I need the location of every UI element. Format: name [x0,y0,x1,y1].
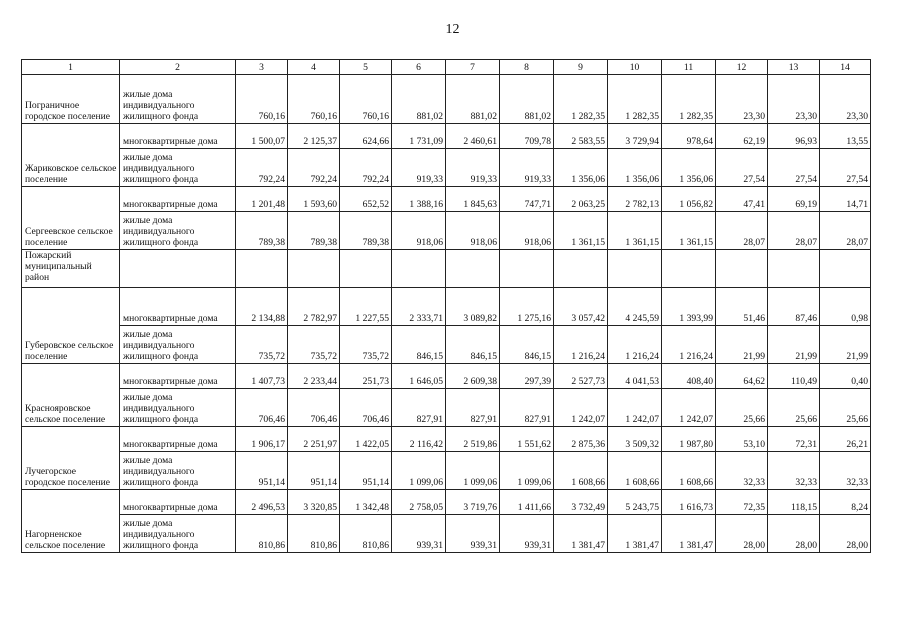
municipality-cell: Краснояровское сельское поселение [22,364,120,427]
housing-type-cell: многоквартирные дома [120,124,236,149]
value-cell: 25,66 [768,389,820,427]
column-header: 10 [608,60,662,75]
municipality-cell: Лучегорское городское поселение [22,427,120,490]
table-row [22,250,871,288]
value-cell: 2 134,88 [236,288,288,326]
value-cell: 2 782,13 [608,187,662,212]
value-cell [500,250,554,288]
value-cell: 1 987,80 [662,427,716,452]
value-cell: 792,24 [340,149,392,187]
value-cell: 3 057,42 [554,288,608,326]
page-number: 12 [445,22,460,37]
value-cell: 1 608,66 [608,452,662,490]
value-cell: 792,24 [236,149,288,187]
value-cell: 1 356,06 [554,149,608,187]
value-cell: 652,52 [340,187,392,212]
value-cell: 2 609,38 [446,364,500,389]
value-cell: 1 608,66 [554,452,608,490]
value-cell: 1 393,99 [662,288,716,326]
value-cell: 951,14 [340,452,392,490]
column-header: 6 [392,60,446,75]
column-header: 8 [500,60,554,75]
value-cell: 408,40 [662,364,716,389]
value-cell: 1 342,48 [340,490,392,515]
value-cell: 2 496,53 [236,490,288,515]
housing-type-cell: жилые дома индивидуального жилищного фонда [120,75,236,124]
value-cell: 1 500,07 [236,124,288,149]
housing-type-cell: многоквартирные дома [120,187,236,212]
value-cell: 1 361,15 [608,212,662,250]
value-cell: 1 282,35 [662,75,716,124]
value-cell: 810,86 [236,515,288,553]
table-row [22,212,871,250]
value-cell: 1 242,07 [662,389,716,427]
value-cell: 1 388,16 [392,187,446,212]
value-cell: 53,10 [716,427,768,452]
value-cell: 1 282,35 [608,75,662,124]
value-cell: 1 422,05 [340,427,392,452]
value-cell: 1 216,24 [608,326,662,364]
tariff-table [21,59,871,553]
value-cell: 792,24 [288,149,340,187]
value-cell: 919,33 [392,149,446,187]
value-cell: 3 732,49 [554,490,608,515]
value-cell: 21,99 [716,326,768,364]
column-number-row [22,60,871,75]
value-cell: 25,66 [716,389,768,427]
value-cell: 2 333,71 [392,288,446,326]
value-cell: 28,07 [768,212,820,250]
column-header: 2 [120,60,236,75]
municipality-cell: Губеровское сельское поселение [22,288,120,364]
value-cell: 21,99 [768,326,820,364]
value-cell: 2 063,25 [554,187,608,212]
value-cell: 28,00 [820,515,871,553]
value-cell: 23,30 [820,75,871,124]
municipality-cell: Пожарский муниципальный район [22,250,120,288]
value-cell: 789,38 [288,212,340,250]
value-cell: 251,73 [340,364,392,389]
value-cell: 827,91 [500,389,554,427]
value-cell: 810,86 [288,515,340,553]
table-row [22,389,871,427]
value-cell: 32,33 [768,452,820,490]
housing-type-cell [120,250,236,288]
value-cell: 27,54 [768,149,820,187]
housing-type-cell: жилые дома индивидуального жилищного фонда [120,326,236,364]
value-cell: 64,62 [716,364,768,389]
table-row [22,326,871,364]
table-row [22,452,871,490]
table-row [22,515,871,553]
value-cell: 72,31 [768,427,820,452]
value-cell: 5 243,75 [608,490,662,515]
municipality-cell: Нагорненское сельское поселение [22,490,120,553]
value-cell: 2 233,44 [288,364,340,389]
value-cell: 4 245,59 [608,288,662,326]
table-row [22,124,871,149]
column-header: 7 [446,60,500,75]
value-cell: 939,31 [500,515,554,553]
housing-type-cell: многоквартирные дома [120,364,236,389]
municipality-cell: Жариковское сельское поселение [22,124,120,187]
value-cell: 747,71 [500,187,554,212]
value-cell: 1 216,24 [662,326,716,364]
value-cell: 72,35 [716,490,768,515]
value-cell: 881,02 [500,75,554,124]
housing-type-cell: многоквартирные дома [120,288,236,326]
value-cell: 1 411,66 [500,490,554,515]
column-header: 13 [768,60,820,75]
housing-type-cell: многоквартирные дома [120,490,236,515]
value-cell: 1 381,47 [662,515,716,553]
value-cell: 789,38 [236,212,288,250]
table-row [22,149,871,187]
value-cell [608,250,662,288]
value-cell: 2 583,55 [554,124,608,149]
value-cell: 709,78 [500,124,554,149]
value-cell: 1 593,60 [288,187,340,212]
value-cell [768,250,820,288]
value-cell: 1 731,09 [392,124,446,149]
value-cell: 1 361,15 [662,212,716,250]
table-body [22,75,871,553]
value-cell: 2 527,73 [554,364,608,389]
value-cell: 3 719,76 [446,490,500,515]
value-cell: 13,55 [820,124,871,149]
table-row [22,490,871,515]
value-cell: 827,91 [446,389,500,427]
value-cell: 706,46 [288,389,340,427]
value-cell: 1 275,16 [500,288,554,326]
municipality-cell: Сергеевское сельское поселение [22,187,120,250]
value-cell: 760,16 [340,75,392,124]
value-cell: 624,66 [340,124,392,149]
value-cell: 118,15 [768,490,820,515]
value-cell: 1 646,05 [392,364,446,389]
value-cell: 1 381,47 [554,515,608,553]
table-row [22,187,871,212]
value-cell: 1 099,06 [446,452,500,490]
value-cell: 919,33 [500,149,554,187]
value-cell: 918,06 [446,212,500,250]
value-cell: 2 519,86 [446,427,500,452]
value-cell: 706,46 [340,389,392,427]
value-cell: 1 056,82 [662,187,716,212]
value-cell [446,250,500,288]
value-cell: 939,31 [446,515,500,553]
value-cell: 1 616,73 [662,490,716,515]
value-cell: 1 381,47 [608,515,662,553]
value-cell: 1 608,66 [662,452,716,490]
value-cell: 27,54 [716,149,768,187]
value-cell: 846,15 [446,326,500,364]
column-header: 12 [716,60,768,75]
value-cell: 1 551,62 [500,427,554,452]
value-cell: 2 875,36 [554,427,608,452]
housing-type-cell: жилые дома индивидуального жилищного фонда [120,452,236,490]
value-cell: 2 116,42 [392,427,446,452]
value-cell: 810,86 [340,515,392,553]
value-cell [392,250,446,288]
value-cell: 0,40 [820,364,871,389]
value-cell: 1 242,07 [608,389,662,427]
value-cell [716,250,768,288]
column-header: 1 [22,60,120,75]
value-cell: 28,07 [716,212,768,250]
value-cell: 3 729,94 [608,124,662,149]
value-cell: 881,02 [392,75,446,124]
value-cell: 69,19 [768,187,820,212]
value-cell: 2 782,97 [288,288,340,326]
value-cell: 2 758,05 [392,490,446,515]
value-cell: 28,00 [768,515,820,553]
housing-type-cell: жилые дома индивидуального жилищного фонда [120,149,236,187]
value-cell: 110,49 [768,364,820,389]
value-cell: 26,21 [820,427,871,452]
value-cell: 1 201,48 [236,187,288,212]
value-cell: 735,72 [288,326,340,364]
value-cell: 8,24 [820,490,871,515]
column-header: 4 [288,60,340,75]
value-cell: 1 361,15 [554,212,608,250]
value-cell: 1 227,55 [340,288,392,326]
value-cell: 32,33 [820,452,871,490]
table-row [22,364,871,389]
value-cell: 978,64 [662,124,716,149]
value-cell: 1 356,06 [662,149,716,187]
value-cell: 23,30 [768,75,820,124]
housing-type-cell: жилые дома индивидуального жилищного фонда [120,515,236,553]
value-cell: 0,98 [820,288,871,326]
value-cell: 846,15 [392,326,446,364]
table-row [22,288,871,326]
housing-type-cell: жилые дома индивидуального жилищного фонда [120,212,236,250]
value-cell: 919,33 [446,149,500,187]
column-header: 5 [340,60,392,75]
municipality-cell: Пограничное городское поселение [22,75,120,124]
housing-type-cell: жилые дома индивидуального жилищного фонда [120,389,236,427]
value-cell: 1 282,35 [554,75,608,124]
column-header: 3 [236,60,288,75]
value-cell: 881,02 [446,75,500,124]
value-cell: 939,31 [392,515,446,553]
value-cell: 1 906,17 [236,427,288,452]
value-cell: 62,19 [716,124,768,149]
value-cell: 918,06 [500,212,554,250]
value-cell: 28,00 [716,515,768,553]
value-cell: 760,16 [236,75,288,124]
value-cell [236,250,288,288]
value-cell: 27,54 [820,149,871,187]
value-cell: 21,99 [820,326,871,364]
table-row [22,427,871,452]
value-cell: 760,16 [288,75,340,124]
table-row [22,75,871,124]
value-cell [288,250,340,288]
value-cell: 1 099,06 [500,452,554,490]
value-cell: 789,38 [340,212,392,250]
value-cell: 2 251,97 [288,427,340,452]
value-cell: 1 845,63 [446,187,500,212]
value-cell: 1 242,07 [554,389,608,427]
value-cell [340,250,392,288]
value-cell: 297,39 [500,364,554,389]
value-cell: 3 320,85 [288,490,340,515]
value-cell: 2 125,37 [288,124,340,149]
value-cell: 23,30 [716,75,768,124]
value-cell: 1 356,06 [608,149,662,187]
value-cell: 51,46 [716,288,768,326]
value-cell: 951,14 [288,452,340,490]
value-cell: 1 407,73 [236,364,288,389]
value-cell: 28,07 [820,212,871,250]
value-cell: 14,71 [820,187,871,212]
value-cell: 735,72 [236,326,288,364]
value-cell [820,250,871,288]
value-cell: 25,66 [820,389,871,427]
value-cell: 96,93 [768,124,820,149]
value-cell: 2 460,61 [446,124,500,149]
value-cell: 3 509,32 [608,427,662,452]
value-cell [662,250,716,288]
value-cell: 827,91 [392,389,446,427]
value-cell: 4 041,53 [608,364,662,389]
value-cell: 1 216,24 [554,326,608,364]
value-cell [554,250,608,288]
value-cell: 706,46 [236,389,288,427]
value-cell: 32,33 [716,452,768,490]
value-cell: 1 099,06 [392,452,446,490]
value-cell: 87,46 [768,288,820,326]
housing-type-cell: многоквартирные дома [120,427,236,452]
column-header: 14 [820,60,871,75]
value-cell: 918,06 [392,212,446,250]
value-cell: 735,72 [340,326,392,364]
value-cell: 47,41 [716,187,768,212]
value-cell: 846,15 [500,326,554,364]
value-cell: 3 089,82 [446,288,500,326]
column-header: 11 [662,60,716,75]
column-header: 9 [554,60,608,75]
value-cell: 951,14 [236,452,288,490]
